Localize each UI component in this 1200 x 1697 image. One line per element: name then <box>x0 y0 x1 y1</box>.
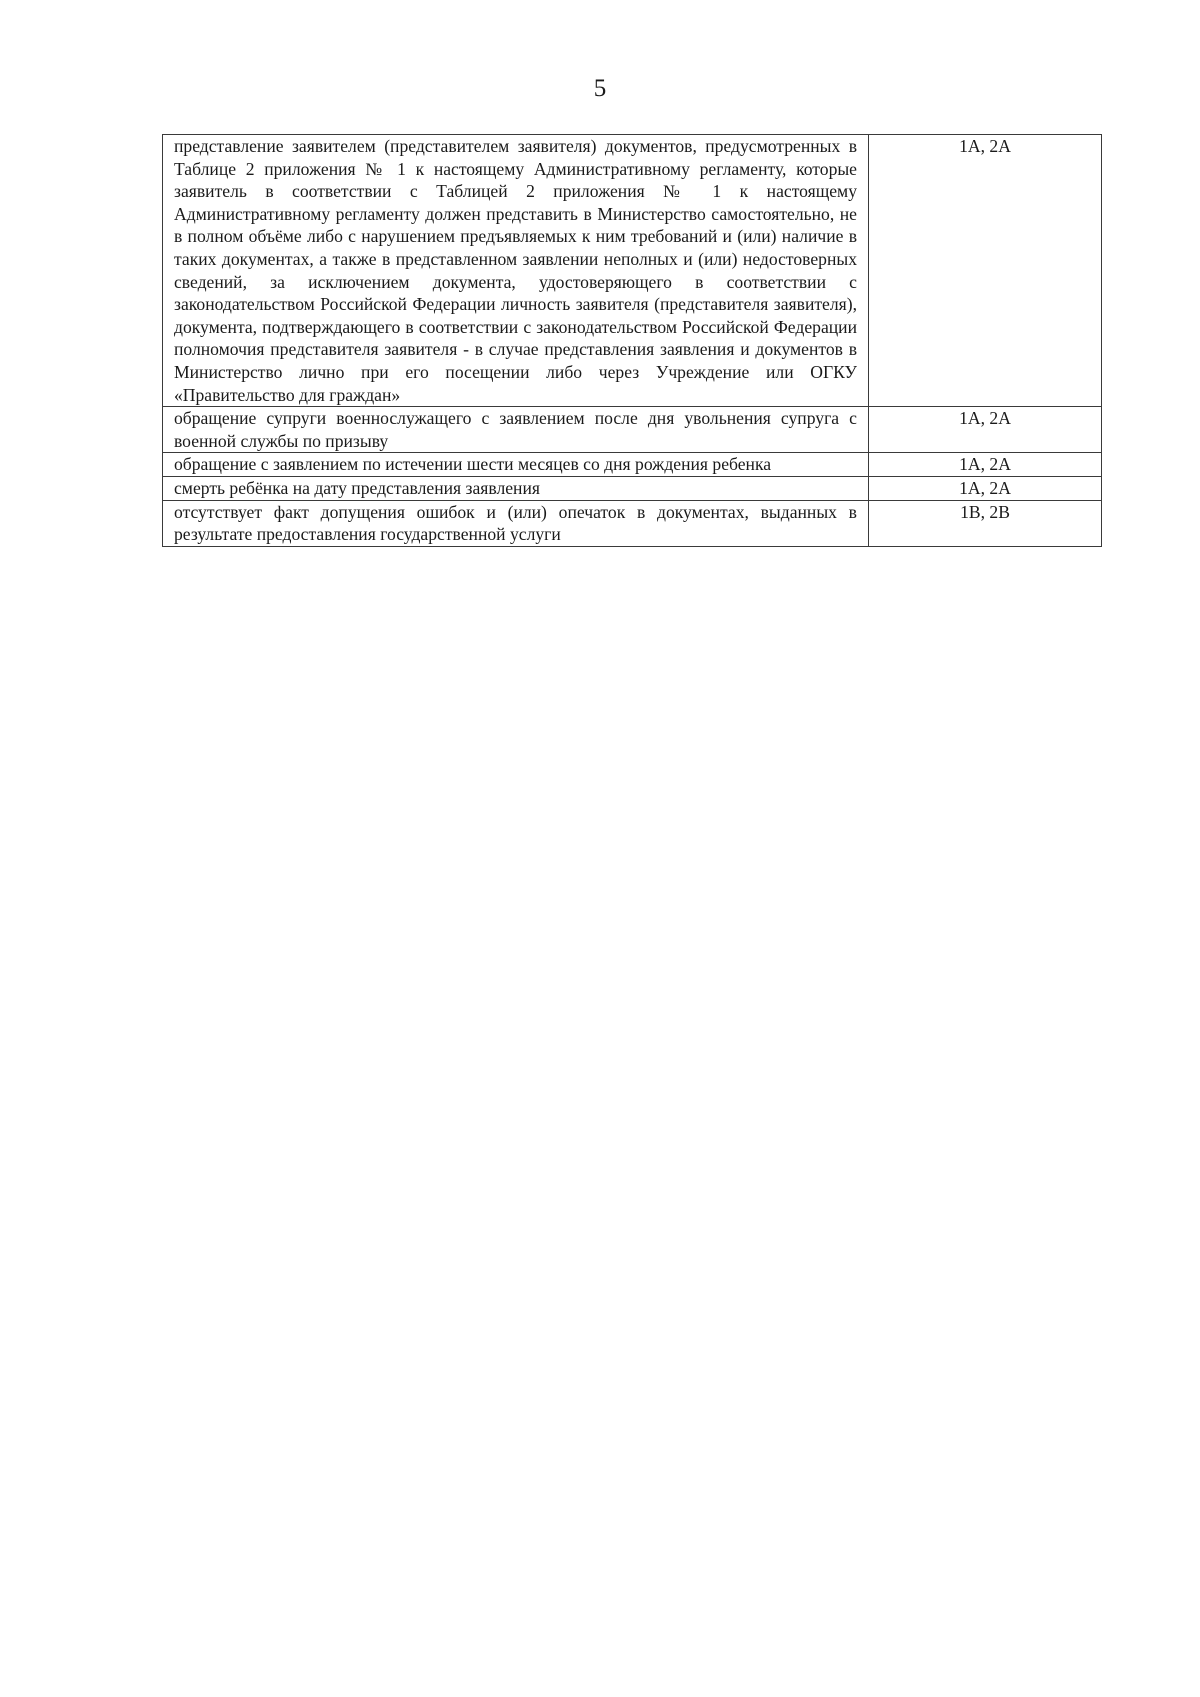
table-row <box>163 500 1102 546</box>
table-row <box>163 135 1102 407</box>
table-cell-codes: 1А, 2А <box>869 407 1102 453</box>
table-cell-codes: 1А, 2А <box>869 476 1102 500</box>
table-row <box>163 407 1102 453</box>
table-cell-ground: отсутствует факт допущения ошибок и (или) опечаток в документах, выданных в результате предоставления государственной услуги <box>163 500 869 546</box>
table-row <box>163 476 1102 500</box>
table-cell-ground: обращение супруги военнослужащего с заявлением после дня увольнения супруга с военной службы по призыву <box>163 407 869 453</box>
table-cell-codes: 1В, 2В <box>869 500 1102 546</box>
page-number: 5 <box>593 75 607 102</box>
table-cell-codes: 1А, 2А <box>869 453 1102 477</box>
grounds-table <box>162 134 1102 547</box>
table-row <box>163 453 1102 477</box>
table-cell-codes: 1А, 2А <box>869 135 1102 407</box>
table-cell-ground: обращение с заявлением по истечении шести месяцев со дня рождения ребенка <box>163 453 869 477</box>
table-cell-ground: смерть ребёнка на дату представления заявления <box>163 476 869 500</box>
table-cell-ground: представление заявителем (представителем заявителя) документов, предусмотренных в Таблице 2 приложения № 1 к настоящему Административному регламенту, которые заявитель в соответствии с Таблицей 2 приложения № 1 к настоящему Административному регламенту должен представить в Министерство самостоятельно, не в полном объёме либо с нарушением предъявляемых к ним требований и (или) наличие в таких документах, а также в представленном заявлении неполных и (или) недостоверных сведений, за исключением документа, удостоверяющего в соответствии с законодательством Российской Федерации личность заявителя (представителя заявителя), документа, подтверждающего в соответствии с законодательством Российской Федерации полномочия представителя заявителя - в случае представления заявления и документов в Министерство лично при его посещении либо через Учреждение или ОГКУ «Правительство для граждан» <box>163 135 869 407</box>
